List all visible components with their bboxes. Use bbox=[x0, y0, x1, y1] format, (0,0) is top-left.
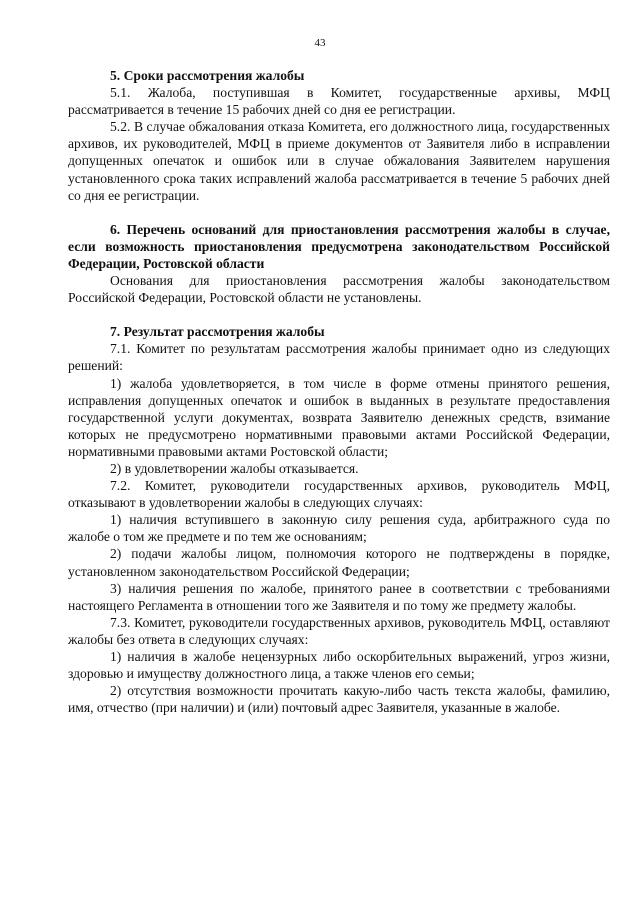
paragraph-7-1: 7.1. Комитет по результатам рассмотрения жалобы принимает одно из следующих решений: bbox=[68, 341, 610, 374]
section-5-heading: 5. Сроки рассмотрения жалобы bbox=[110, 68, 305, 83]
paragraph-7-3-item-1: 1) наличия в жалобе нецензурных либо оскорбительных выражений, угроз жизни, здоровью и имуществу должностного лица, а также членов его семьи; bbox=[68, 649, 610, 682]
paragraph-7-3: 7.3. Комитет, руководители государственных архивов, руководитель МФЦ, оставляют жалобы без ответа в следующих случаях: bbox=[68, 614, 610, 647]
section-7-heading: 7. Результат рассмотрения жалобы bbox=[110, 324, 325, 340]
paragraph-7-2-item-3: 3) наличия решения по жалобе, принятого ранее в соответствии с требованиями настоящего Регламента в отношении того же Заявителя и по тому же предмету жалобы. bbox=[68, 580, 610, 613]
section-suspension-grounds bbox=[68, 221, 610, 306]
paragraph-5-1: 5.1. Жалоба, поступившая в Комитет, государственные архивы, МФЦ рассматривается в течение 15 рабочих дней со дня ее регистрации. bbox=[68, 85, 610, 118]
section-spacer bbox=[68, 204, 610, 221]
paragraph-7-1-item-2: 2) в удовлетворении жалобы отказывается. bbox=[110, 460, 359, 476]
paragraph-7-1-item-1: 1) жалоба удовлетворяется, в том числе в форме отмены принятого решения, исправления допущенных опечаток и ошибок в выданных в результате предоставления государственной услуги документах, возврата Заявителю денежных средств, взимание которых не предусмотрено нормативными правовыми актами Российской Федерации, нормативными правовыми актами Ростовской области; bbox=[68, 375, 610, 459]
section-spacer bbox=[68, 306, 610, 323]
paragraph-7-3-item-2: 2) отсутствия возможности прочитать какую-либо часть текста жалобы, фамилию, имя, отчество (при наличии) и (или) почтовый адрес Заявителя, указанные в жалобе. bbox=[68, 683, 610, 716]
paragraph-7-2-item-1: 1) наличия вступившего в законную силу решения суда, арбитражного суда по жалобе о том же предмете и по тем же основаниям; bbox=[68, 512, 610, 545]
page-number: 43 bbox=[314, 37, 326, 49]
section-complaint-review-deadlines bbox=[68, 67, 610, 204]
paragraph-7-2: 7.2. Комитет, руководители государственных архивов, руководитель МФЦ, отказывают в удовлетворении жалобы в следующих случаях: bbox=[68, 478, 610, 511]
section-complaint-result bbox=[68, 323, 610, 716]
page-content bbox=[68, 67, 610, 716]
section-6-heading: 6. Перечень оснований для приостановления рассмотрения жалобы в случае, если возможность приостановления предусмотрена законодательством Российской Федерации, Ростовской области bbox=[68, 221, 610, 271]
paragraph-5-2: 5.2. В случае обжалования отказа Комитета, его должностного лица, государственных архивов, их руководителей, МФЦ в приеме документов от Заявителя либо в исправлении допущенных опечаток и ошибок или в случае обжалования Заявителем нарушения установленного срока таких исправлений жалоба рассматривается в течение 5 рабочих дней со дня ее регистрации. bbox=[68, 119, 610, 203]
paragraph-7-2-item-2: 2) подачи жалобы лицом, полномочия которого не подтверждены в порядке, установленном законодательством Российской Федерации; bbox=[68, 546, 610, 579]
paragraph-6-1: Основания для приостановления рассмотрения жалобы законодательством Российской Федерации, Ростовской области не установлены. bbox=[68, 273, 610, 306]
